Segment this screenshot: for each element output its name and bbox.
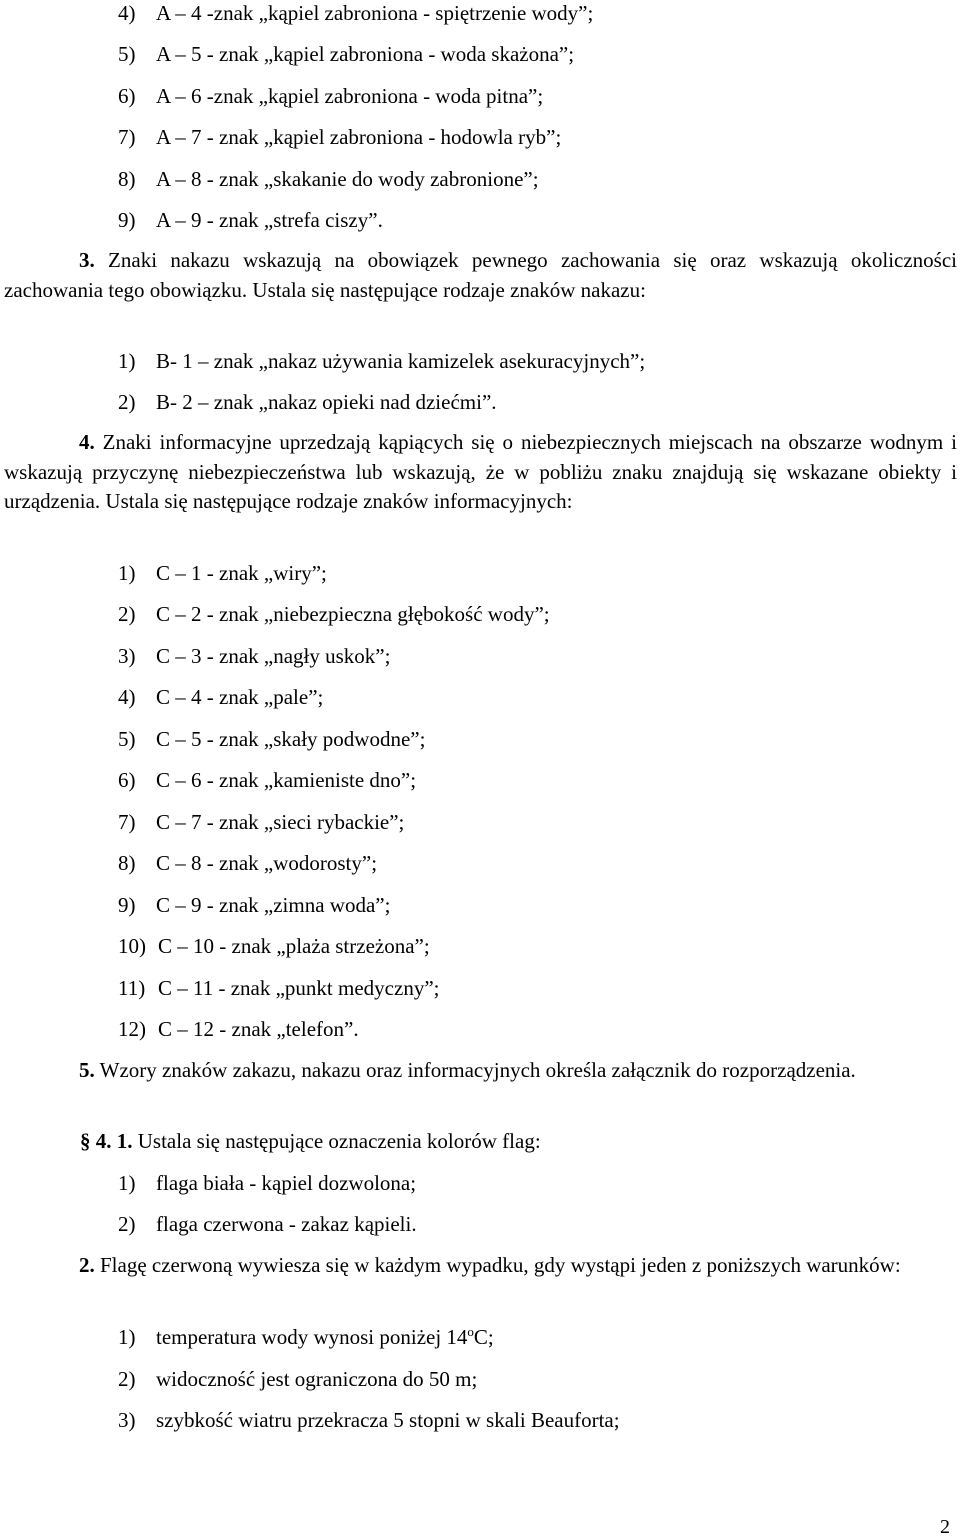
section-number: 5. (79, 1058, 95, 1082)
list-number: 3) (118, 1408, 136, 1432)
list-item (118, 207, 383, 233)
list-item (118, 933, 430, 959)
paragraph-par4-2 (4, 1251, 957, 1281)
list-number: 9) (118, 893, 136, 917)
list-text: A – 7 - znak „kąpiel zabroniona - hodowla ryb”; (156, 125, 562, 149)
list-text-tail: C; (473, 1325, 494, 1349)
list-number: 8) (118, 167, 136, 191)
list-text: flaga biała - kąpiel dozwolona; (156, 1171, 417, 1195)
list-item (118, 348, 645, 374)
list-text: C – 1 - znak „wiry”; (156, 561, 327, 585)
list-text: C – 12 - znak „telefon”. (158, 1017, 359, 1041)
page-number: 2 (940, 1516, 950, 1538)
list-number: 4) (118, 685, 136, 709)
list-number: 4) (118, 1, 136, 25)
list-item (118, 684, 323, 710)
list-number: 5) (118, 42, 136, 66)
section-number: § 4. 1. (80, 1129, 133, 1153)
paragraph-section-3 (4, 246, 957, 305)
list-item (118, 726, 425, 752)
list-number: 7) (118, 125, 136, 149)
list-item (118, 850, 377, 876)
list-text: C – 5 - znak „skały podwodne”; (156, 727, 426, 751)
list-number: 9) (118, 208, 136, 232)
list-text: C – 6 - znak „kamieniste dno”; (156, 768, 417, 792)
list-item (118, 41, 574, 67)
list-number: 1) (118, 349, 136, 373)
list-number: 2) (118, 1212, 136, 1236)
section-number: 2. (79, 1253, 95, 1277)
list-number: 7) (118, 810, 136, 834)
list-item (118, 892, 390, 918)
paragraph-section-5 (4, 1056, 957, 1086)
list-item (118, 389, 497, 415)
list-item (118, 83, 543, 109)
list-number: 1) (118, 1325, 136, 1349)
list-number: 1) (118, 561, 136, 585)
list-item (118, 0, 593, 26)
list-text: C – 4 - znak „pale”; (156, 685, 324, 709)
paragraph-text: Ustala się następujące oznaczenia kolorów flag: (132, 1129, 541, 1153)
list-text: temperatura wody wynosi poniżej 14 (156, 1325, 468, 1349)
section-number: 4. (79, 430, 95, 454)
list-number: 6) (118, 84, 136, 108)
list-number: 10) (118, 934, 146, 958)
list-text: B- 1 – znak „nakaz używania kamizelek asekuracyjnych”; (156, 349, 646, 373)
list-item (118, 1407, 620, 1433)
list-number: 11) (118, 976, 146, 1000)
list-number: 2) (118, 390, 136, 414)
list-text: widoczność jest ograniczona do 50 m; (156, 1367, 478, 1391)
list-text: C – 9 - znak „zimna woda”; (156, 893, 391, 917)
list-item (118, 975, 439, 1001)
list-item (118, 601, 550, 627)
list-text: B- 2 – znak „nakaz opieki nad dziećmi”. (156, 390, 497, 414)
list-text: C – 10 - znak „plaża strzeżona”; (158, 934, 430, 958)
paragraph-section-4 (4, 428, 957, 517)
list-number: 2) (118, 602, 136, 626)
list-text: A – 4 -znak „kąpiel zabroniona - spiętrzenie wody”; (156, 1, 594, 25)
list-text: szybkość wiatru przekracza 5 stopni w skali Beauforta; (156, 1408, 620, 1432)
list-text: flaga czerwona - zakaz kąpieli. (156, 1212, 417, 1236)
list-number: 1) (118, 1171, 136, 1195)
list-number: 2) (118, 1367, 136, 1391)
paragraph-text: Wzory znaków zakazu, nakazu oraz informacyjnych określa załącznik do rozporządzenia. (94, 1058, 856, 1082)
paragraph-par4 (80, 1128, 541, 1154)
list-text: C – 7 - znak „sieci rybackie”; (156, 810, 405, 834)
list-item (118, 1211, 417, 1237)
list-text: A – 9 - znak „strefa ciszy”. (156, 208, 383, 232)
list-number: 3) (118, 644, 136, 668)
list-item (118, 643, 390, 669)
list-text: A – 5 - znak „kąpiel zabroniona - woda skażona”; (156, 42, 575, 66)
list-number: 8) (118, 851, 136, 875)
list-item (118, 1324, 494, 1350)
list-text: C – 3 - znak „nagły uskok”; (156, 644, 391, 668)
list-item (118, 809, 404, 835)
paragraph-text: Znaki informacyjne uprzedzają kąpiących się o niebezpiecznych miejscach na obszarze wodnym i wskazują przyczynę niebezpieczeństwa lub wskazują, że w pobliżu znaku znajdują się wskazane obiekty i urządzenia. Ustala się następujące rodzaje znaków informacyjnych: (4, 430, 957, 513)
paragraph-text: Znaki nakazu wskazują na obowiązek pewnego zachowania się oraz wskazują okoliczności zachowania tego obowiązku. Ustala się następujące rodzaje znaków nakazu: (4, 248, 957, 302)
degree-superscript: o (467, 1324, 474, 1339)
list-item (118, 560, 327, 586)
list-text: C – 8 - znak „wodorosty”; (156, 851, 378, 875)
list-text: C – 2 - znak „niebezpieczna głębokość wody”; (156, 602, 550, 626)
list-text: A – 6 -znak „kąpiel zabroniona - woda pitna”; (156, 84, 544, 108)
list-text: C – 11 - znak „punkt medyczny”; (158, 976, 440, 1000)
list-text: A – 8 - znak „skakanie do wody zabronione”; (156, 167, 539, 191)
list-number: 12) (118, 1017, 146, 1041)
list-item (118, 767, 416, 793)
list-number: 6) (118, 768, 136, 792)
list-number: 5) (118, 727, 136, 751)
list-item (118, 124, 561, 150)
list-item (118, 1170, 416, 1196)
list-item (118, 1366, 477, 1392)
list-item (118, 166, 539, 192)
paragraph-text: Flagę czerwoną wywiesza się w każdym wypadku, gdy wystąpi jeden z poniższych warunków: (94, 1253, 901, 1277)
list-item (118, 1016, 359, 1042)
section-number: 3. (79, 248, 95, 272)
